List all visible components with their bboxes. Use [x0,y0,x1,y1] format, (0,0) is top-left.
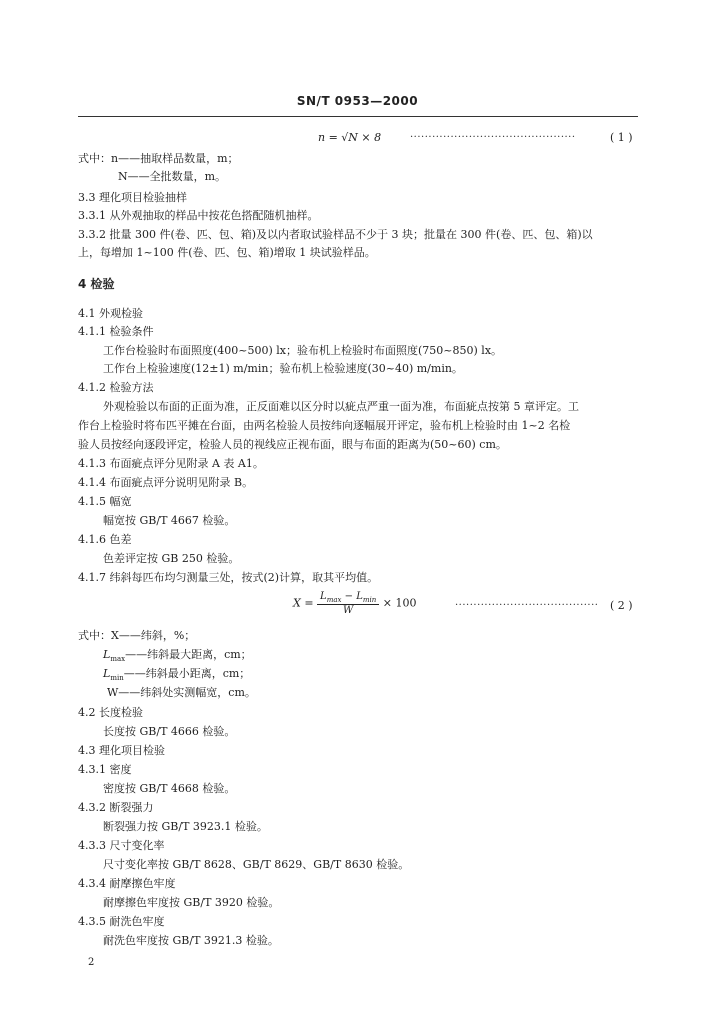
text-line: 式中：X——纬斜，%； [78,629,196,642]
equation-1-number: ( 1 ) [610,131,633,144]
section-heading: 4.3 理化项目检验 [78,744,165,757]
equation-2-rhs: × 100 [382,596,417,610]
text-line: W——纬斜处实测幅宽，cm。 [107,686,256,699]
text-line [103,648,252,666]
text-line: 上，每增加 1~100 件(卷、匹、包、箱)增取 1 块试验样品。 [78,246,376,259]
text-line: 幅宽按 GB/T 4667 检验。 [103,514,236,527]
section-heading: 4.3.1 密度 [78,763,132,776]
section-heading: 4.3.2 断裂强力 [78,801,154,814]
text-line: 断裂强力按 GB/T 3923.1 检验。 [103,820,268,833]
equation-1: n = √N × 8 [318,131,382,144]
section-heading: 4.1.6 色差 [78,533,132,546]
section-heading: 3.3 理化项目检验抽样 [78,191,187,204]
header-rule [78,116,638,117]
text-line: N——全批数量，m。 [118,170,227,183]
standard-header: SN/T 0953—2000 [296,94,419,108]
text-line: 验人员按经向逐段评定，检验人员的视线应正视布面，眼与布面的距离为(50~60) cm。 [78,438,507,451]
chapter-heading: 4 检验 [78,277,115,291]
text-line: 尺寸变化率按 GB/T 8628、GB/T 8629、GB/T 8630 检验。 [103,858,410,871]
text-line: 工作台上检验速度(12±1) m/min；验布机上检验速度(30~40) m/min。 [103,362,463,375]
equation-2-fraction [317,591,379,616]
section-heading: 4.1.4 布面疵点评分说明见附录 B。 [78,476,254,489]
symbol-lmin: $L_{min}——$纬斜最小距离，cm； [103,667,251,683]
section-heading: 4.1.2 检验方法 [78,381,154,394]
equation-2-leader: ······································· [455,600,599,611]
equation-2-numerator: $L_{max} - L_{min}$ [317,591,379,605]
section-heading: 4.3.4 耐摩擦色牢度 [78,877,176,890]
section-heading: 4.1 外观检验 [78,307,143,320]
equation-2-number: ( 2 ) [610,599,633,612]
section-heading: 4.3.5 耐洗色牢度 [78,915,165,928]
equation-1-leader: ············································· [410,132,576,143]
text-line: 密度按 GB/T 4668 检验。 [103,782,236,795]
equation-2-lhs: X = [293,596,314,610]
text-line: 长度按 GB/T 4666 检验。 [103,725,236,738]
section-heading: 4.2 长度检验 [78,706,143,719]
equation-2-denominator: W [343,605,354,616]
section-heading: 4.1.3 布面疵点评分见附录 A 表 A1。 [78,457,264,470]
text-line: 作台上检验时将布匹平摊在台面，由两名检验人员按纬向逐幅展开评定，验布机上检验时由 1~2 名检 [78,419,571,432]
text-line: 工作台检验时布面照度(400~500) lx；验布机上检验时布面照度(750~850) lx。 [103,344,503,357]
symbol-lmax: $L_{max}——$纬斜最大距离，cm； [103,648,252,664]
section-heading: 4.1.1 检验条件 [78,325,154,338]
section-heading: 4.1.5 幅宽 [78,495,132,508]
text-line: 外观检验以布面的正面为准，正反面难以区分时以疵点严重一面为准，布面疵点按第 5 章评定。工 [103,400,579,413]
section-heading: 4.3.3 尺寸变化率 [78,839,165,852]
text-line: 3.3.2 批量 300 件(卷、匹、包、箱)及以内者取试验样品不少于 3 块；批量在 300 件(卷、匹、包、箱)以 [78,228,593,241]
text-line: 耐洗色牢度按 GB/T 3921.3 检验。 [103,934,279,947]
section-heading: 4.1.7 纬斜每匹布均匀测量三处，按式(2)计算，取其平均值。 [78,571,379,584]
text-line: 式中：n——抽取样品数量，m； [78,152,239,165]
text-line: 耐摩擦色牢度按 GB/T 3920 检验。 [103,896,280,909]
text-line [103,667,250,685]
text-line: 色差评定按 GB 250 检验。 [103,552,240,565]
equation-2 [293,591,416,616]
section-heading: 3.3.1 从外观抽取的样品中按花色搭配随机抽样。 [78,209,319,222]
page-number: 2 [88,957,95,968]
